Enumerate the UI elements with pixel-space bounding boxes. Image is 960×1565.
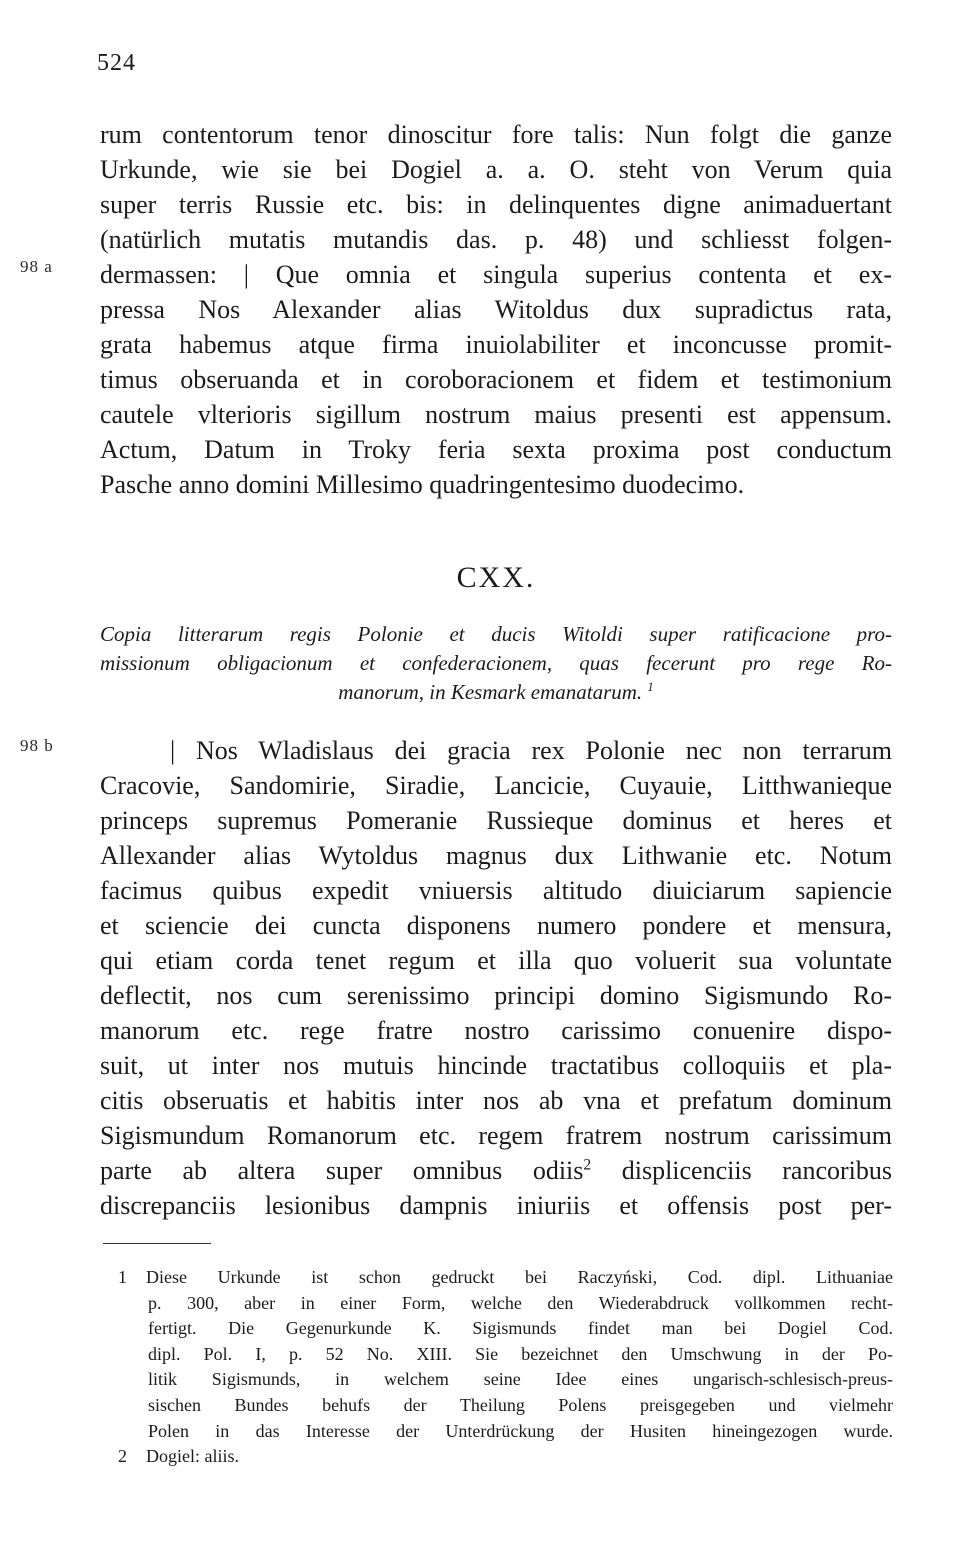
document-caption: [100, 620, 892, 707]
footnote-1-line: [118, 1265, 893, 1291]
text-line-part: parte ab altera super omnibus odiis: [100, 1156, 584, 1185]
text-line: qui etiam corda tenet regum et illa quo voluerit sua voluntate: [100, 946, 892, 975]
margin-note-98a: 98 a: [20, 257, 53, 276]
text-line: Sigismundum Romanorum etc. regem fratrem nostrum carissimum: [100, 1121, 892, 1150]
footnote-2-line: [118, 1444, 893, 1470]
footnote-1-line: litik Sigismunds, in welchem seine Idee eines ungarisch-schlesisch-preus-: [148, 1369, 893, 1390]
footnotes: [118, 1265, 893, 1470]
document-heading: CXX.: [456, 561, 536, 594]
text-line: princeps supremus Pomeranie Russieque dominus et heres et: [100, 806, 892, 835]
footnote-ref-2: 2: [583, 1156, 592, 1174]
text-line: Pasche anno domini Millesimo quadringentesimo duodecimo.: [100, 470, 745, 499]
footnote-1-line: sischen Bundes behufs der Theilung Polens preisgegeben und vielmehr: [148, 1394, 893, 1415]
footnote-2-mark: 2: [118, 1446, 127, 1467]
caption-line: [100, 678, 892, 707]
footnote-1-line: dipl. Pol. I, p. 52 No. XIII. Sie bezeichnet den Umschwung in der Po-: [148, 1343, 893, 1364]
caption-line-text: manorum, in Kesmark emanatarum.: [338, 680, 643, 704]
margin-note-98b: 98 b: [20, 736, 54, 755]
text-line: [100, 1153, 892, 1188]
text-line: super terris Russie etc. bis: in delinquentes digne animaduertant: [100, 190, 892, 219]
text-line: cautele vlterioris sigillum nostrum maius presenti est appensum.: [100, 400, 892, 429]
text-line: dermassen: | Que omnia et singula superius contenta et ex-: [100, 260, 892, 289]
caption-line: missionum obligacionum et confederacionem, quas fecerunt pro rege Ro-: [100, 651, 892, 675]
text-line: rum contentorum tenor dinoscitur fore talis: Nun folgt die ganze: [100, 120, 892, 149]
text-line: Actum, Datum in Troky feria sexta proxima post conductum: [100, 435, 892, 464]
text-line: deflectit, nos cum serenissimo principi domino Sigismundo Ro-: [100, 981, 892, 1010]
footnote-divider: [103, 1243, 211, 1244]
text-line: Allexander alias Wytoldus magnus dux Lithwanie etc. Notum: [100, 841, 892, 870]
text-line: Cracovie, Sandomirie, Siradie, Lancicie, Cuyauie, Litthwanieque: [100, 771, 892, 800]
text-line: grata habemus atque firma inuiolabiliter et inconcusse promit-: [100, 330, 892, 359]
page-number: 524: [97, 50, 136, 76]
text-line: | Nos Wladislaus dei gracia rex Polonie nec non terrarum: [170, 736, 892, 765]
footnote-2-text: Dogiel: aliis.: [146, 1446, 239, 1467]
text-line: discrepanciis lesionibus dampnis iniuriis et offensis post per-: [100, 1191, 892, 1220]
text-line-part: displicenciis rancoribus: [591, 1156, 892, 1185]
footnote-1-line: Polen in das Interesse der Unterdrückung der Husiten hineingezogen wurde.: [148, 1420, 893, 1441]
text-line: facimus quibus expedit vniuersis altitudo diuiciarum sapiencie: [100, 876, 892, 905]
text-line: (natürlich mutatis mutandis das. p. 48) und schliesst folgen-: [100, 225, 892, 254]
text-line: timus obseruanda et in coroboracionem et fidem et testimonium: [100, 365, 892, 394]
footnote-1-mark: 1: [118, 1267, 127, 1287]
text-line: pressa Nos Alexander alias Witoldus dux supradictus rata,: [100, 295, 892, 324]
footnote-1-text: Diese Urkunde ist schon gedruckt bei Raczyński, Cod. dipl. Lithuaniae: [146, 1267, 893, 1287]
footnote-ref-1: 1: [647, 680, 654, 694]
text-block-document: [100, 733, 892, 1223]
text-line: Urkunde, wie sie bei Dogiel a. a. O. steht von Verum quia: [100, 155, 892, 184]
footnote-1-line: p. 300, aber in einer Form, welche den Wiederabdruck vollkommen recht-: [148, 1292, 893, 1313]
text-line: manorum etc. rege fratre nostro carissimo conuenire dispo-: [100, 1016, 892, 1045]
text-block-continuation: [100, 117, 892, 502]
text-line: citis obseruatis et habitis inter nos ab vna et prefatum dominum: [100, 1086, 892, 1115]
text-line: et sciencie dei cuncta disponens numero pondere et mensura,: [100, 911, 892, 940]
caption-line: Copia litterarum regis Polonie et ducis Witoldi super ratificacione pro-: [100, 622, 892, 646]
text-line: suit, ut inter nos mutuis hincinde tractatibus colloquiis et pla-: [100, 1051, 892, 1080]
footnote-1-line: fertigt. Die Gegenurkunde K. Sigismunds findet man bei Dogiel Cod.: [148, 1318, 893, 1339]
